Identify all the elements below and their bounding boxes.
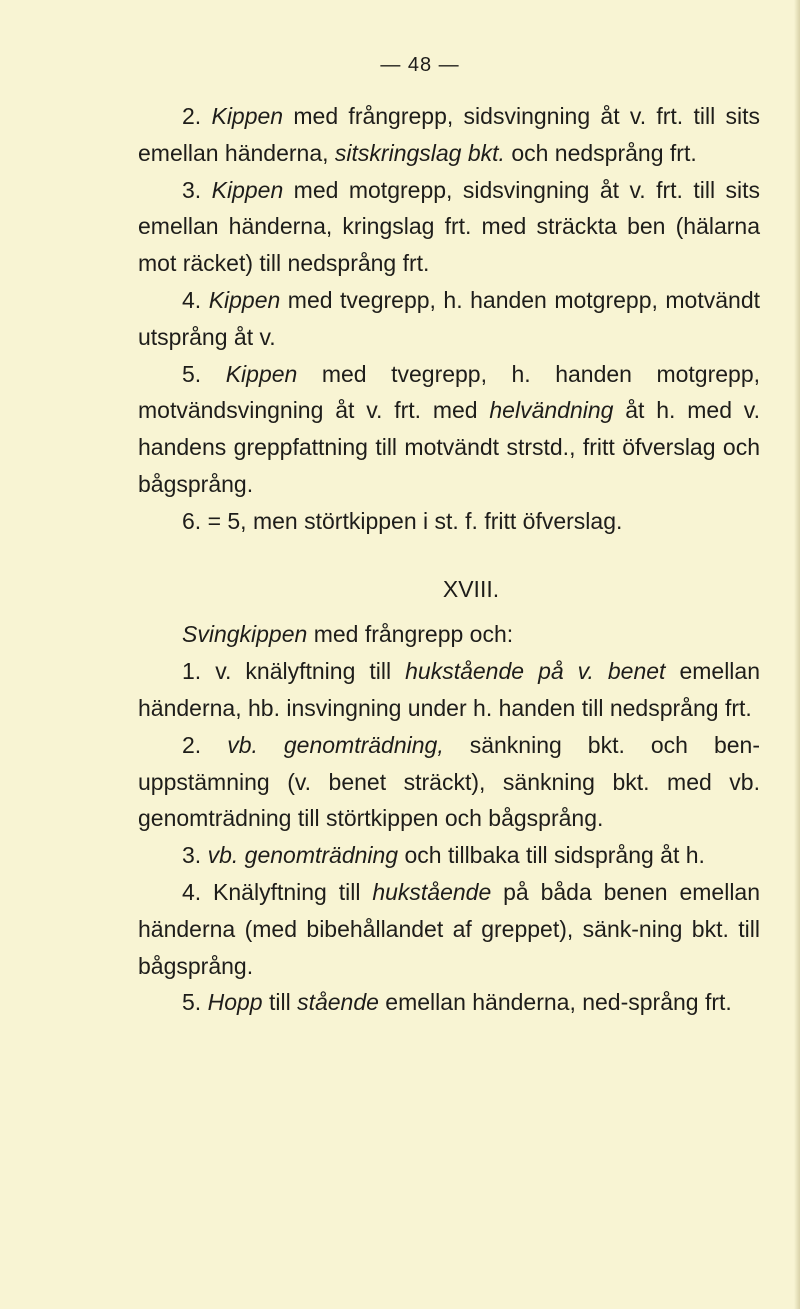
text-run: emellan händerna, hb. insvingning under h. handen till nedsprång frt.: [138, 658, 760, 721]
paragraph: [138, 98, 760, 172]
page-edge-shadow: [794, 0, 800, 1309]
paragraph: [138, 503, 760, 540]
text-run: och nedsprång frt.: [504, 139, 697, 166]
text-run: till: [262, 989, 298, 1016]
paragraph: [138, 172, 760, 282]
paragraph: [138, 837, 760, 874]
italic-text: Svingkippen: [182, 621, 308, 648]
text-run: 2.: [182, 731, 228, 758]
italic-text: Kippen: [225, 360, 298, 387]
italic-text: sitskringslag bkt.: [334, 139, 505, 166]
text-run: 4. Knälyftning till: [182, 878, 373, 905]
body-text: [138, 98, 760, 1021]
text-run: på båda benen emellan händerna (med bibehållandet af greppet), sänk-ning bkt. till bågsprång.: [138, 878, 761, 979]
italic-text: Kippen: [211, 176, 284, 203]
paragraph: [138, 727, 760, 837]
text-run: XVIII.: [442, 575, 500, 602]
text-run: 4.: [182, 286, 209, 313]
page-number: — 48 —: [380, 54, 460, 76]
paragraph: [138, 874, 760, 984]
text-run: 5.: [182, 360, 226, 387]
italic-text: stående: [297, 989, 379, 1016]
italic-text: vb. genomträdning: [207, 842, 399, 869]
text-run: 5.: [182, 989, 208, 1016]
text-run: med motgrepp, sidsvingning åt v. frt. till sits emellan händerna, kringslag frt. med sträckta ben (hälarna mot räcket) till nedsprång frt.: [138, 176, 760, 277]
paragraph: [138, 653, 760, 727]
text-run: 2.: [182, 103, 212, 129]
paragraph: [138, 282, 760, 356]
text-run: åt h. med v. handens greppfattning till motvändt strstd., fritt öfverslag och bågsprång.: [138, 397, 760, 497]
italic-text: Hopp: [207, 989, 263, 1016]
italic-text: helvändning: [489, 397, 614, 424]
text-run: och tillbaka till sidsprång åt h.: [398, 842, 705, 869]
text-run: 3.: [182, 176, 212, 203]
paragraph: [138, 984, 760, 1021]
text-run: 6. = 5, men störtkippen i st. f. fritt öfverslag.: [182, 507, 623, 534]
text-run: med tvegrepp, h. handen motgrepp, motvändsvingning åt v. frt. med: [138, 360, 761, 424]
section-heading: [138, 571, 760, 608]
paragraph: [138, 356, 760, 503]
italic-text: Kippen: [211, 103, 284, 129]
text-run: 3.: [182, 842, 208, 869]
italic-text: vb. genomträdning,: [227, 731, 444, 758]
text-run: emellan händerna, ned-språng frt.: [378, 989, 732, 1016]
text-run: med frångrepp, sidsvingning åt v. frt. till sits emellan händerna,: [138, 103, 760, 166]
paragraph: [138, 616, 760, 653]
text-run: med frångrepp och:: [307, 621, 514, 648]
text-run: 1. v. knälyftning till: [182, 658, 406, 685]
italic-text: hukstående på v. benet: [405, 658, 666, 685]
text-run: sänkning bkt. och ben-uppstämning (v. benet sträckt), sänkning bkt. med vb. genomträdning till störtkippen och bågsprång.: [138, 731, 760, 832]
italic-text: hukstående: [372, 878, 492, 905]
text-run: med tvegrepp, h. handen motgrepp, motvändt utsprång åt v.: [138, 286, 761, 350]
italic-text: Kippen: [208, 286, 281, 313]
